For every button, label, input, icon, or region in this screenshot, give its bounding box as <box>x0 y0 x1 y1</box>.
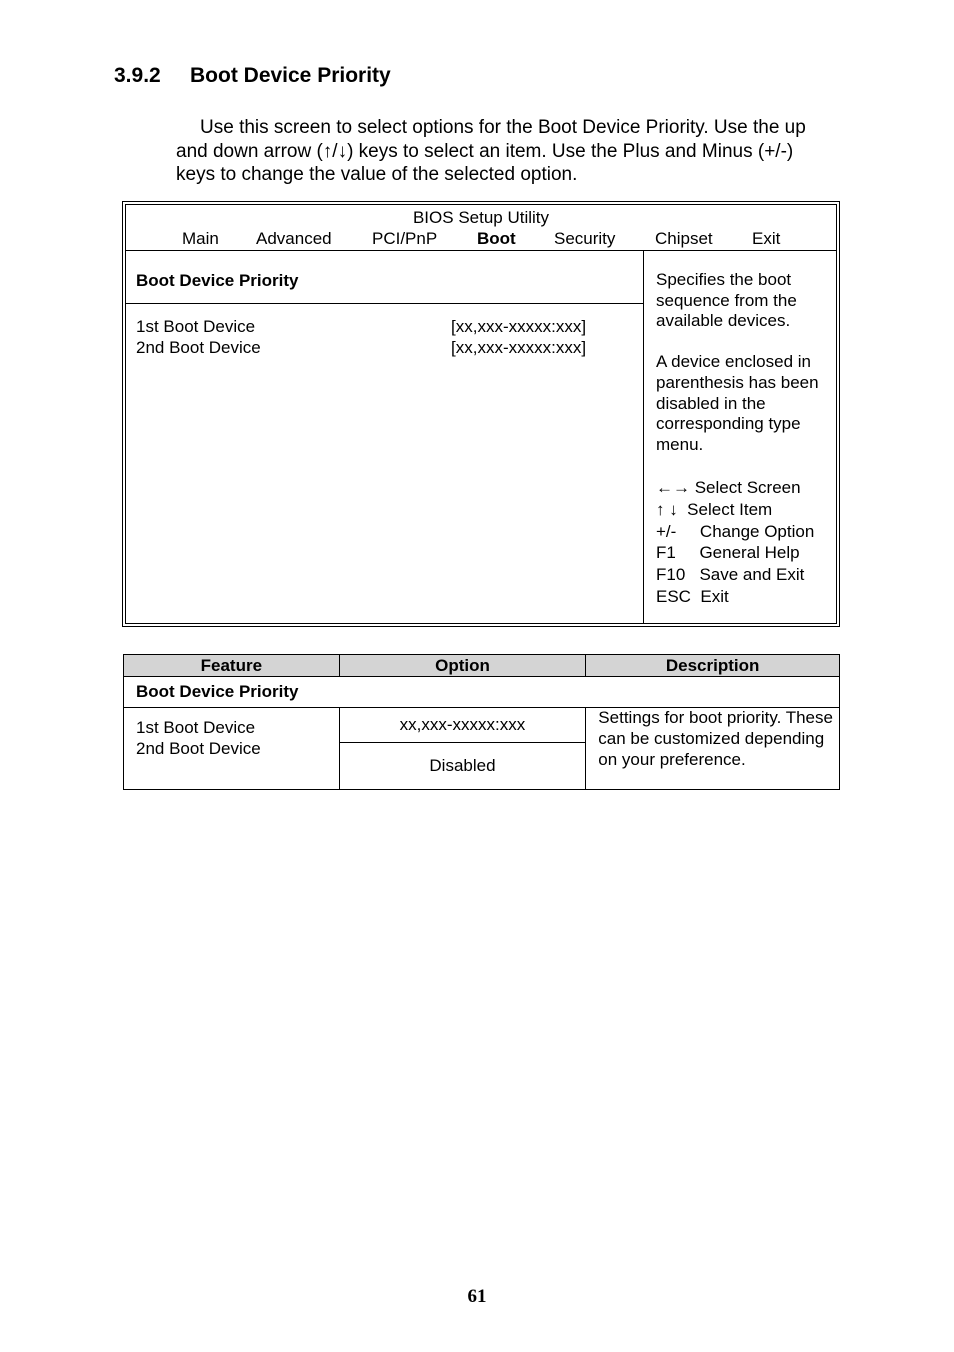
feature-2: 2nd Boot Device <box>136 738 261 758</box>
menu-boot[interactable]: Boot <box>477 229 516 248</box>
feature-1: 1st Boot Device <box>136 718 256 737</box>
boot-device-2-label[interactable]: 2nd Boot Device <box>136 338 261 357</box>
table-description: Settings for boot priority. These can be customized depending on your preference. <box>586 708 840 790</box>
table-features-cell <box>124 708 340 790</box>
intro-text: Use this screen to select options for the Boot Device Priority. Use the up and down arrow (↑/↓) keys to select an item. Use the Plus and Minus (+/-) keys to change the value of the selected option. <box>176 117 806 185</box>
option-2: Disabled <box>339 743 586 790</box>
key-general-help: F1 General Help <box>656 543 800 563</box>
key-save-exit: F10 Save and Exit <box>656 565 805 585</box>
table-row <box>124 708 840 743</box>
key-change-option: +/- Change Option <box>656 521 815 541</box>
menu-pci-pnp[interactable]: PCI/PnP <box>372 229 438 248</box>
bios-title: BIOS Setup Utility <box>412 208 550 227</box>
menu-security[interactable]: Security <box>554 229 616 248</box>
header-option: Option <box>339 655 586 677</box>
boot-device-1-value[interactable]: [xx,xxx-xxxxx:xxx] <box>451 317 587 336</box>
section-divider <box>126 303 643 304</box>
menu-divider <box>126 250 836 251</box>
bios-screen-inner <box>125 204 837 624</box>
intro-paragraph <box>176 116 816 187</box>
help-pane <box>656 270 836 476</box>
key-select-screen: ←→ Select Screen <box>656 478 801 497</box>
help-text-1: Specifies the boot sequence from the available devices. <box>656 270 797 331</box>
menu-advanced[interactable]: Advanced <box>256 229 332 248</box>
bios-menu-bar <box>126 229 836 249</box>
menu-exit[interactable]: Exit <box>752 229 781 248</box>
table-header-row <box>124 655 840 677</box>
table-group-row <box>124 677 840 708</box>
bios-screen <box>122 201 840 627</box>
boot-device-1-label[interactable]: 1st Boot Device <box>136 317 256 336</box>
menu-main[interactable]: Main <box>182 229 219 248</box>
page-number: 61 <box>467 1286 487 1307</box>
header-feature: Feature <box>124 655 340 677</box>
help-text-2: A device enclosed in parenthesis has been disabled in the corresponding type menu. <box>656 352 819 454</box>
section-number: 3.9.2 <box>114 64 161 87</box>
bios-section-title: Boot Device Priority <box>136 271 299 290</box>
table-group-label: Boot Device Priority <box>124 677 840 708</box>
feature-table <box>123 654 840 790</box>
key-legend <box>656 477 814 608</box>
boot-device-2-value[interactable]: [xx,xxx-xxxxx:xxx] <box>451 338 587 357</box>
section-heading <box>114 64 391 88</box>
menu-chipset[interactable]: Chipset <box>655 229 713 248</box>
header-description: Description <box>586 655 840 677</box>
key-exit: ESC Exit <box>656 586 729 606</box>
key-select-item: ↑ ↓ Select Item <box>656 499 773 519</box>
option-1: xx,xxx-xxxxx:xxx <box>339 708 586 743</box>
help-pane-divider <box>643 250 644 623</box>
section-title: Boot Device Priority <box>190 64 391 87</box>
